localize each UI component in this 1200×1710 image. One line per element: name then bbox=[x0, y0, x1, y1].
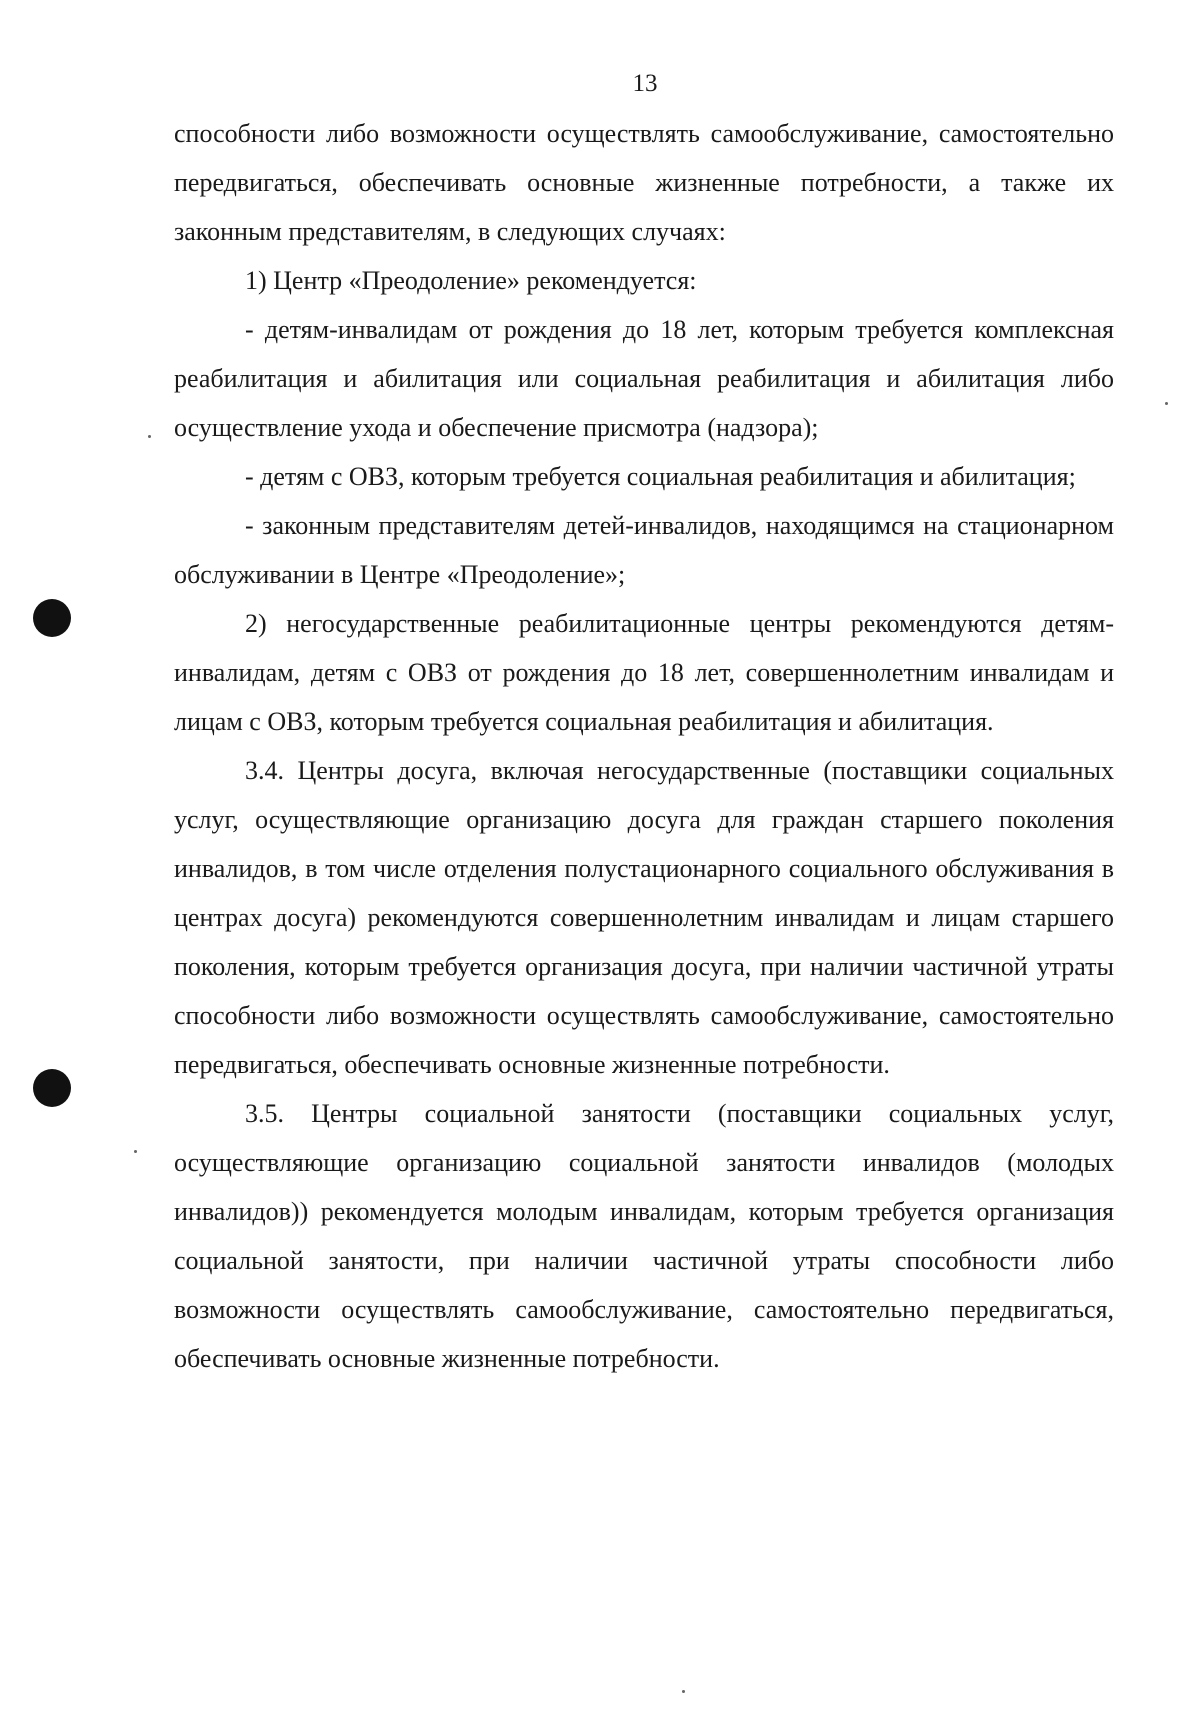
section-3-5-paragraph: 3.5. Центры социальной занятости (поставщики социальных услуг, осуществляющие организацию социальной занятости инвалидов (молодых инвалидов)) рекомендуется молодым инвалидам, которым требуется организация социальной занятости, при наличии частичной утраты способности либо возможности осуществлять самообслуживание, самостоятельно передвигаться, обеспечивать основные жизненные потребности. bbox=[174, 1099, 1114, 1373]
scan-speck bbox=[134, 1150, 137, 1153]
punch-hole-mark bbox=[33, 1069, 71, 1107]
list-item: - детям с ОВЗ, которым требуется социальная реабилитация и абилитация; bbox=[245, 462, 1076, 491]
list-item: - детям-инвалидам от рождения до 18 лет, которым требуется комплексная реабилитация и абилитация или социальная реабилитация и абилитация либо осуществление ухода и обеспечение присмотра (надзора); bbox=[174, 315, 1114, 442]
paragraph: 1) Центр «Преодоление» рекомендуется: bbox=[245, 266, 697, 295]
scan-speck bbox=[148, 435, 151, 438]
paragraph: 2) негосударственные реабилитационные центры рекомендуются детям-инвалидам, детям с ОВЗ от рождения до 18 лет, совершеннолетним инвалидам и лицам с ОВЗ, которым требуется социальная реабилитация и абилитация. bbox=[174, 609, 1114, 736]
paragraph: способности либо возможности осуществлять самообслуживание, самостоятельно передвигаться, обеспечивать основные жизненные потребности, а также их законным представителям, в следующих случаях: bbox=[174, 119, 1114, 246]
page-number: 13 bbox=[632, 70, 658, 97]
punch-hole-mark bbox=[33, 599, 71, 637]
document-body bbox=[174, 109, 1114, 1383]
list-item: - законным представителям детей-инвалидов, находящимся на стационарном обслуживании в Центре «Преодоление»; bbox=[174, 511, 1114, 589]
section-3-4-paragraph: 3.4. Центры досуга, включая негосударственные (поставщики социальных услуг, осуществляющие организацию досуга для граждан старшего поколения инвалидов, в том числе отделения полустационарного социального обслуживания в центрах досуга) рекомендуются совершеннолетним инвалидам и лицам старшего поколения, которым требуется организация досуга, при наличии частичной утраты способности либо возможности осуществлять самообслуживание, самостоятельно передвигаться, обеспечивать основные жизненные потребности. bbox=[174, 756, 1114, 1079]
scan-speck bbox=[682, 1690, 685, 1693]
scan-speck bbox=[1165, 402, 1168, 405]
